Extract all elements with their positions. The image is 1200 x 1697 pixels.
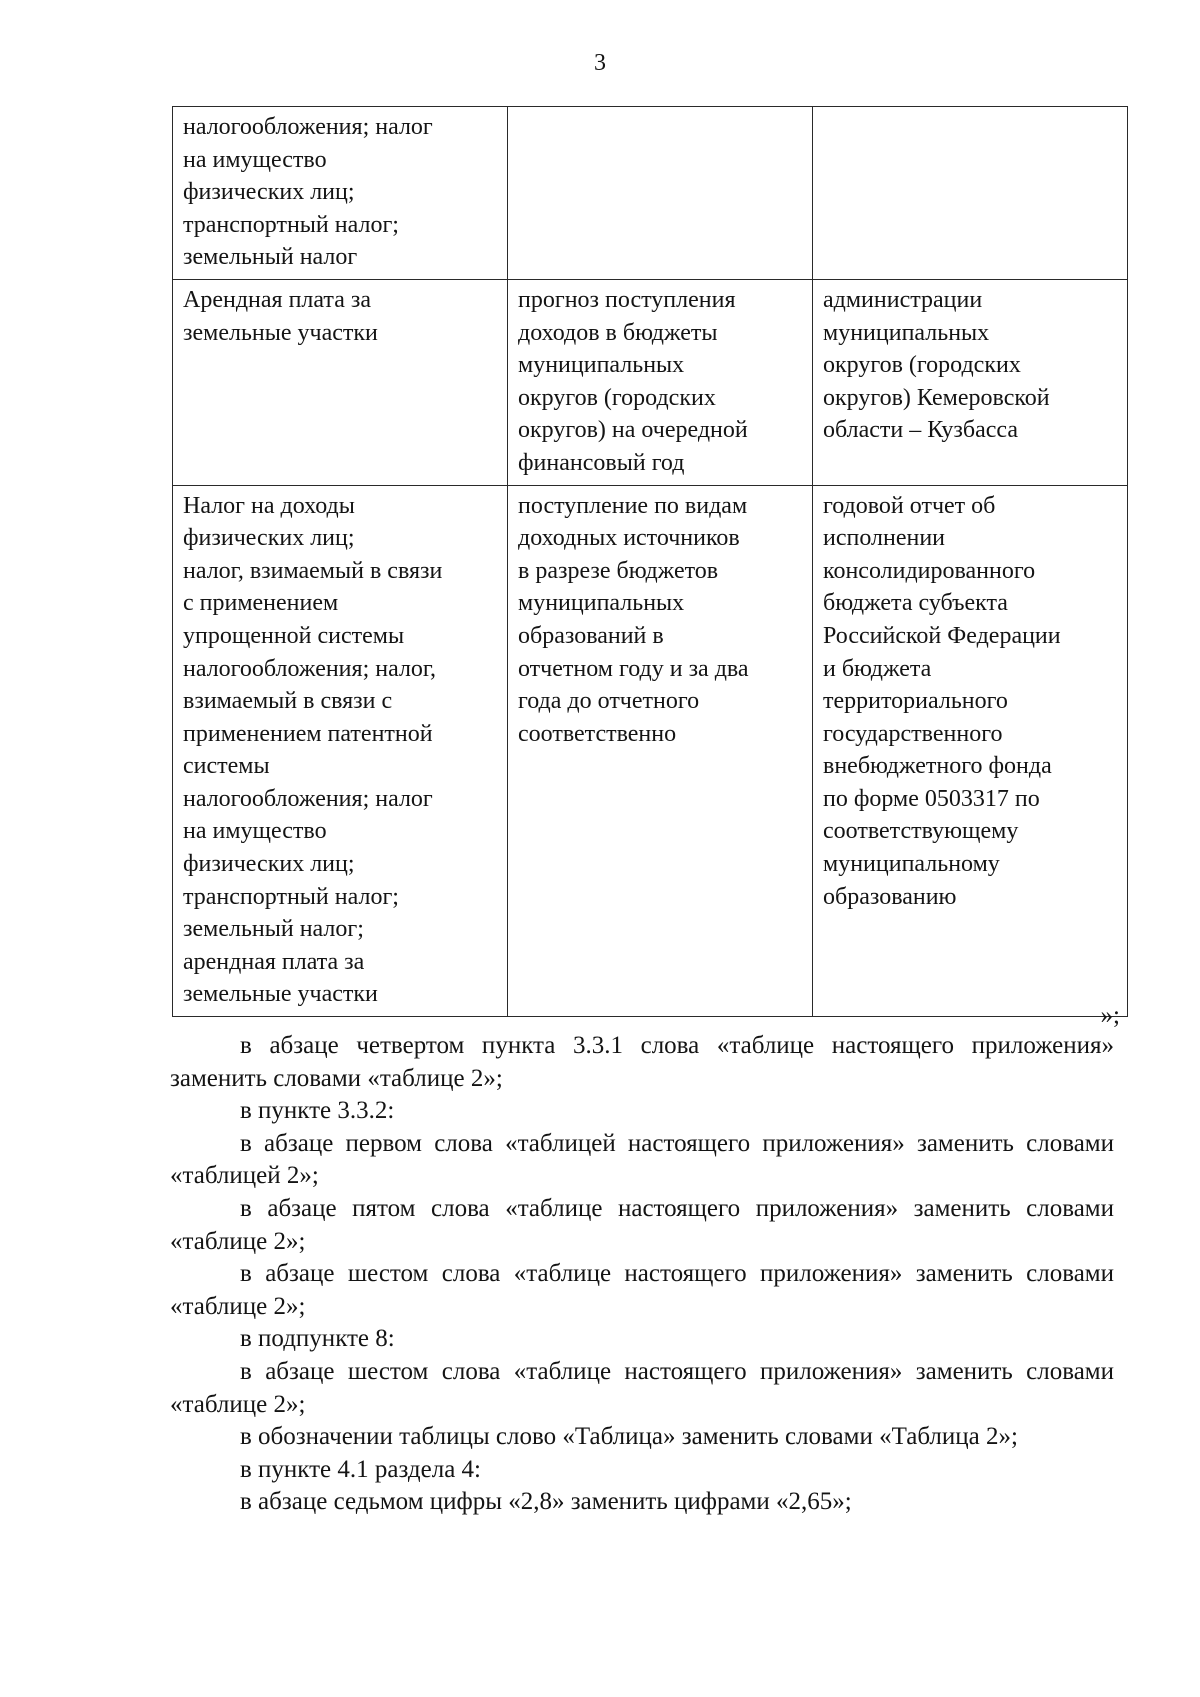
closing-quote: »;: [1100, 1002, 1120, 1029]
table-row: [173, 485, 1128, 1017]
amendment-paragraph: в подпункте 8:: [240, 1325, 395, 1353]
amendment-paragraph: в пункте 4.1 раздела 4:: [240, 1455, 482, 1483]
amendment-paragraph: в абзаце шестом слова «таблице настоящего приложения» заменить словами «таблице 2»;: [170, 1357, 1114, 1418]
table-cell-indicator: поступление по видам доходных источников в разрезе бюджетов муниципальных образований в отчетном году и за два года до отчетного соответственно: [508, 485, 813, 1017]
amendment-paragraph: в абзаце четвертом пункта 3.3.1 слова «таблице настоящего приложения» заменить словами «таблице 2»;: [170, 1032, 1114, 1092]
table-cell-tax-types: налогообложения; налог на имущество физических лиц; транспортный налог; земельный налог: [173, 107, 508, 280]
amendment-paragraph: в абзаце седьмом цифры «2,8» заменить цифрами «2,65»;: [240, 1488, 852, 1516]
table-cell-source: годовой отчет об исполнении консолидированного бюджета субъекта Российской Федерации и бюджета территориального государственного внебюджетного фонда по форме 0503317 по соответствующему муниципальному образованию: [813, 485, 1128, 1017]
table-cell-tax-types: Арендная плата за земельные участки: [173, 279, 508, 485]
table-cell-tax-types: Налог на доходы физических лиц; налог, взимаемый в связи с применением упрощенной системы налогообложения; налог, взимаемый в связи с применением патентной системы налогообложения; налог на имущество физических лиц; транспортный налог; земельный налог; арендная плата за земельные участки: [173, 485, 508, 1017]
table-cell-indicator: [508, 107, 813, 280]
amendment-paragraph: в пункте 3.3.2:: [240, 1097, 395, 1125]
amendment-paragraph: в абзаце первом слова «таблицей настоящего приложения» заменить словами «таблицей 2»;: [170, 1129, 1114, 1190]
amendments-text: [170, 1030, 1114, 1519]
amendment-paragraph: в обозначении таблицы слово «Таблица» заменить словами «Таблица 2»;: [240, 1423, 1018, 1451]
table-row: [173, 279, 1128, 485]
page-number: 3: [594, 50, 606, 76]
table-cell-source: администрации муниципальных округов (городских округов) Кемеровской области – Кузбасса: [813, 279, 1128, 485]
amendment-paragraph: в абзаце пятом слова «таблице настоящего приложения» заменить словами «таблице 2»;: [170, 1194, 1114, 1255]
income-sources-table: [172, 106, 1128, 1017]
table-row: [173, 107, 1128, 280]
amendment-paragraph: в абзаце шестом слова «таблице настоящего приложения» заменить словами «таблице 2»;: [170, 1260, 1114, 1320]
table-cell-source: [813, 107, 1128, 280]
table-cell-indicator: прогноз поступления доходов в бюджеты муниципальных округов (городских округов) на очередной финансовый год: [508, 279, 813, 485]
